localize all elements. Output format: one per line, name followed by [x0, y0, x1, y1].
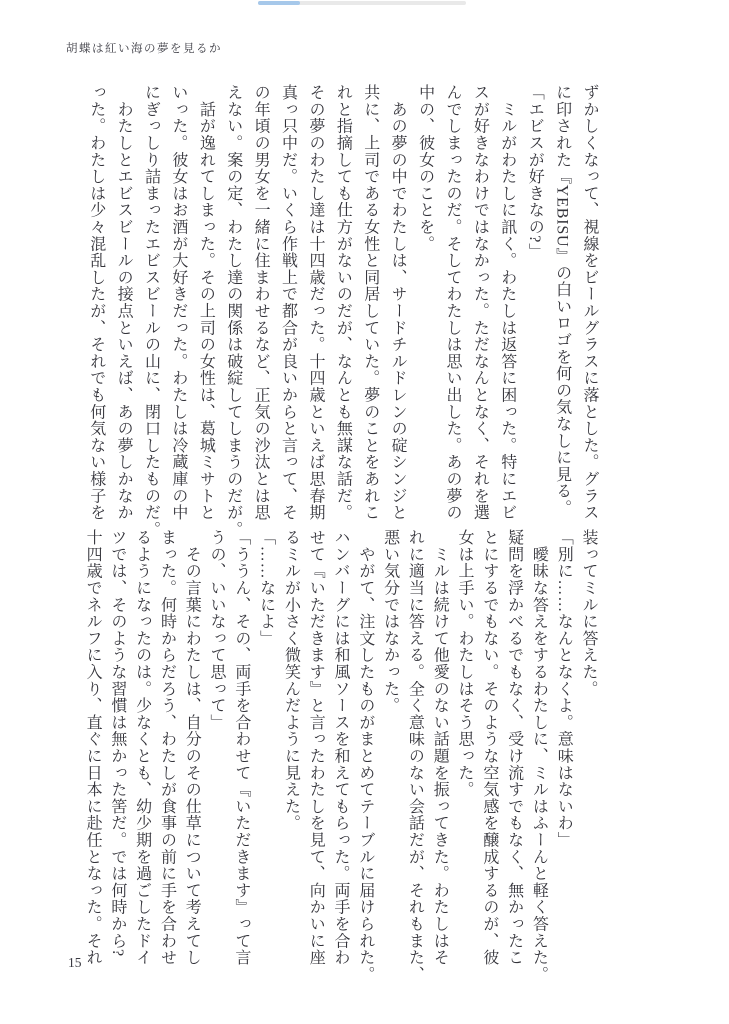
- text-column: ハンバーグには和風ソースを和えてもらった。両手を合わ: [332, 529, 350, 966]
- running-title: 胡蝶は紅い海の夢を見るか: [66, 43, 222, 55]
- text-column: に印された『YEBISU』の白いロゴを何の気なしに見る。: [553, 84, 571, 517]
- text-column: その言葉にわたしは、自分のその仕草について考えてし: [183, 529, 201, 966]
- text-column: 真っ只中だ。いくら作戦上で都合が良いからと言って、そ: [279, 84, 297, 521]
- text-column: 「ううん、その、両手を合わせて『いただきます』って言: [232, 529, 250, 966]
- text-column: いった。彼女はお酒が大好きだった。わたしは冷蔵庫の中: [169, 84, 187, 521]
- reading-progress-bar[interactable]: [258, 1, 466, 5]
- text-column: えない。案の定、わたし達の関係は破綻してしまうのだが。: [224, 84, 242, 538]
- text-column: 疑問を浮かべるでもなく、受け流すでもなく、無かったこ: [505, 529, 523, 966]
- text-column: ミルは続けて他愛のない話題を振ってきた。わたしはそ: [431, 529, 449, 966]
- reading-progress-fill: [258, 1, 300, 5]
- text-column: ツでは、そのような習慣は無かった筈だ。では何時から?: [108, 529, 126, 957]
- text-column: とにするでもない。そのような空気感を醸成するのが、彼: [480, 529, 498, 966]
- text-column: 装ってミルに答えた。: [580, 529, 597, 697]
- text-column: れと指摘しても仕方がないのだが、なんとも無謀な話だ。: [334, 84, 352, 521]
- text-column: の年頃の男女を一緒に住まわせるなど、正気の沙汰とは思: [252, 84, 270, 521]
- text-column: まった。何時からだろう、わたしが食事の前に手を合わせ: [158, 529, 176, 966]
- text-column: 「……なによ」: [257, 529, 275, 647]
- text-column: 女は上手い。わたしはそう思った。: [456, 529, 474, 798]
- text-block-top: [82, 84, 603, 538]
- text-column: れに適当に答える。全く意味のない会話だが、それもまた、: [406, 529, 424, 983]
- text-column: その夢のわたし達は十四歳だった。十四歳といえば思春期: [306, 84, 324, 521]
- text-column: った。わたしは少々混乱したが、それでも何気ない様子を: [87, 84, 105, 521]
- text-column: わたしとエビスビールの接点といえば、あの夢しかなか: [115, 84, 133, 521]
- text-column: あの夢の中でわたしは、サードチルドレンの碇シンジと: [389, 84, 407, 521]
- text-column: 中の、彼女のことを。: [416, 84, 434, 252]
- text-column: 話が逸れてしまった。その上司の女性は、葛城ミサトと: [197, 84, 215, 521]
- text-block-bottom: [79, 529, 600, 983]
- text-column: ずかしくなって、視線をビールグラスに落とした。グラス: [581, 84, 598, 521]
- text-column: にぎっしり詰まったエビスビールの山に、閉口したものだ。: [142, 84, 160, 538]
- text-column: スが好きなわけではなかった。ただなんとなく、それを選: [471, 84, 489, 521]
- page-number: 15: [68, 955, 82, 970]
- text-column: るミルが小さく微笑んだように見えた。: [282, 529, 300, 832]
- text-column: 「エビスが好きなの?」: [526, 84, 544, 260]
- text-column: 共に、上司である女性と同居していた。夢のことをあれこ: [361, 84, 379, 521]
- text-column: んでしまったのだ。そしてわたしは思い出した。あの夢の: [443, 84, 461, 521]
- text-column: せて『いただきます』と言ったわたしを見て、向かいに座: [307, 529, 325, 966]
- text-column: やがて、注文したものがまとめてテーブルに届けられた。: [356, 529, 374, 983]
- text-column: 「別に……なんとなくよ。意味はないわ」: [555, 529, 573, 849]
- text-column: るようになったのは。少なくとも、幼少期を過ごしたドイ: [133, 529, 151, 966]
- text-column: 曖昧な答えをするわたしに、ミルはふーんと軽く答えた。: [530, 529, 548, 983]
- text-column: うの、いいなって思って」: [208, 529, 226, 731]
- text-column: 悪い気分ではなかった。: [381, 529, 399, 714]
- text-column: 十四歳でネルフに入り、直ぐに日本に赴任となった。それ: [84, 529, 102, 966]
- text-column: ミルがわたしに訊く。わたしは返答に困った。特にエビ: [498, 84, 516, 521]
